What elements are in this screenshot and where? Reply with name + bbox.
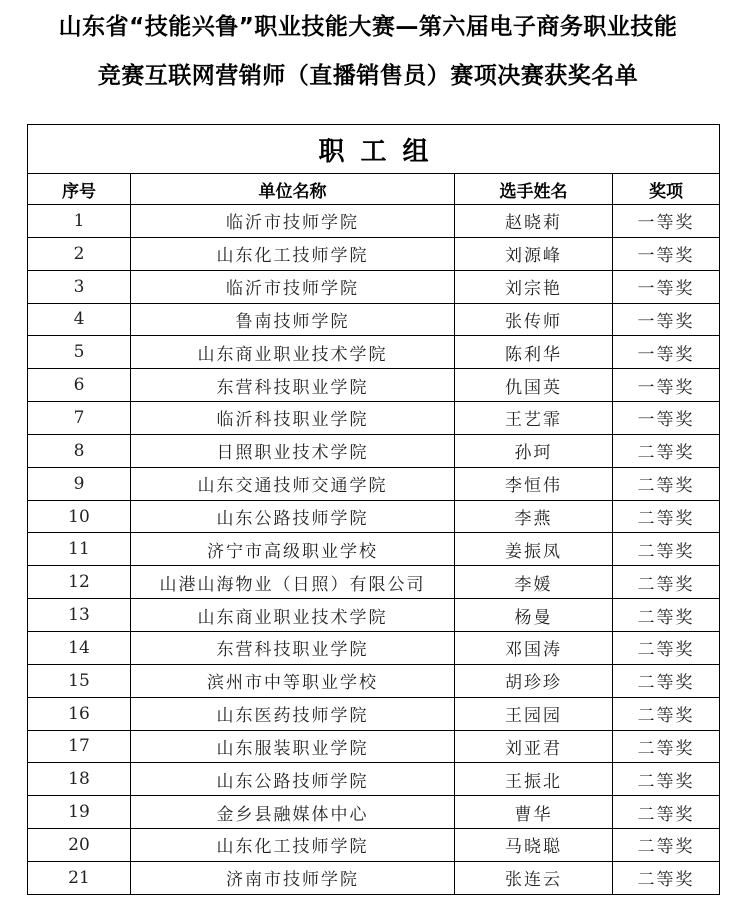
row-index: 6: [28, 369, 131, 402]
award-level: 二等奖: [613, 664, 720, 697]
organization-name: 东营科技职业学院: [131, 369, 455, 402]
table-row: [28, 566, 720, 599]
award-level: 二等奖: [613, 467, 720, 500]
contestant-name: 王园园: [455, 697, 613, 730]
table-row: [28, 336, 720, 369]
row-index: 8: [28, 434, 131, 467]
table-row: [28, 697, 720, 730]
table-row: [28, 205, 720, 238]
table-row: [28, 270, 720, 303]
award-level: 二等奖: [613, 566, 720, 599]
organization-name: 山东公路技师学院: [131, 763, 455, 796]
contestant-name: 刘宗艳: [455, 270, 613, 303]
contestant-name: 张连云: [455, 861, 613, 894]
award-level: 二等奖: [613, 500, 720, 533]
contestant-name: 陈利华: [455, 336, 613, 369]
organization-name: 山东商业职业技术学院: [131, 336, 455, 369]
group-title: [28, 125, 720, 174]
contestant-name: 李燕: [455, 500, 613, 533]
row-index: 4: [28, 303, 131, 336]
contestant-name: 李媛: [455, 566, 613, 599]
contestant-name: 马晓聪: [455, 829, 613, 862]
organization-name: 日照职业技术学院: [131, 434, 455, 467]
row-index: 19: [28, 796, 131, 829]
table-row: [28, 829, 720, 862]
contestant-name: 王艺霏: [455, 402, 613, 435]
contestant-name: 王振北: [455, 763, 613, 796]
row-index: 18: [28, 763, 131, 796]
row-index: 7: [28, 402, 131, 435]
organization-name: 临沂科技职业学院: [131, 402, 455, 435]
header-row: [28, 174, 720, 205]
award-level: 二等奖: [613, 730, 720, 763]
table-row: [28, 631, 720, 664]
organization-name: 山东化工技师学院: [131, 237, 455, 270]
award-level: 二等奖: [613, 533, 720, 566]
award-level: 二等奖: [613, 434, 720, 467]
organization-name: 济宁市高级职业学校: [131, 533, 455, 566]
organization-name: 山东公路技师学院: [131, 500, 455, 533]
row-index: 20: [28, 829, 131, 862]
contestant-name: 李恒伟: [455, 467, 613, 500]
award-level: 二等奖: [613, 829, 720, 862]
table-row: [28, 303, 720, 336]
organization-name: 山东医药技师学院: [131, 697, 455, 730]
contestant-name: 仇国英: [455, 369, 613, 402]
document-title-line-2: 竞赛互联网营销师（直播销售员）赛项决赛获奖名单: [97, 63, 639, 89]
table-row: [28, 763, 720, 796]
award-level: 一等奖: [613, 205, 720, 238]
table-row: [28, 664, 720, 697]
contestant-name: 张传师: [455, 303, 613, 336]
document-title-line-1: 山东省“技能兴鲁”职业技能大赛—第六届电子商务职业技能: [58, 14, 678, 40]
award-level: 一等奖: [613, 270, 720, 303]
contestant-name: 胡珍珍: [455, 664, 613, 697]
group-title-text: 职工组: [318, 136, 445, 167]
contestant-name: 姜振凤: [455, 533, 613, 566]
organization-name: 临沂市技师学院: [131, 270, 455, 303]
table-row: [28, 434, 720, 467]
organization-name: 济南市技师学院: [131, 861, 455, 894]
contestant-name: 孙珂: [455, 434, 613, 467]
row-index: 9: [28, 467, 131, 500]
row-index: 3: [28, 270, 131, 303]
row-index: 5: [28, 336, 131, 369]
header-contestant: 选手姓名: [455, 174, 613, 205]
table-row: [28, 402, 720, 435]
row-index: 11: [28, 533, 131, 566]
award-level: 一等奖: [613, 303, 720, 336]
award-level: 一等奖: [613, 336, 720, 369]
award-table: [27, 124, 720, 895]
header-index: 序号: [28, 174, 131, 205]
organization-name: 东营科技职业学院: [131, 631, 455, 664]
table-row: [28, 467, 720, 500]
contestant-name: 刘源峰: [455, 237, 613, 270]
organization-name: 山东服装职业学院: [131, 730, 455, 763]
row-index: 16: [28, 697, 131, 730]
table-row: [28, 533, 720, 566]
award-level: 一等奖: [613, 237, 720, 270]
group-title-row: [28, 125, 720, 174]
header-organization: 单位名称: [131, 174, 455, 205]
award-level: 二等奖: [613, 796, 720, 829]
award-level: 一等奖: [613, 402, 720, 435]
organization-name: 山东化工技师学院: [131, 829, 455, 862]
organization-name: 滨州市中等职业学校: [131, 664, 455, 697]
table-row: [28, 599, 720, 632]
table-row: [28, 500, 720, 533]
row-index: 13: [28, 599, 131, 632]
row-index: 14: [28, 631, 131, 664]
header-award: 奖项: [613, 174, 720, 205]
award-level: 二等奖: [613, 631, 720, 664]
organization-name: 山东商业职业技术学院: [131, 599, 455, 632]
row-index: 15: [28, 664, 131, 697]
row-index: 12: [28, 566, 131, 599]
award-level: 二等奖: [613, 861, 720, 894]
award-level: 一等奖: [613, 369, 720, 402]
organization-name: 山东交通技师交通学院: [131, 467, 455, 500]
table-row: [28, 861, 720, 894]
row-index: 17: [28, 730, 131, 763]
organization-name: 鲁南技师学院: [131, 303, 455, 336]
contestant-name: 杨曼: [455, 599, 613, 632]
contestant-name: 刘亚君: [455, 730, 613, 763]
table-row: [28, 796, 720, 829]
contestant-name: 曹华: [455, 796, 613, 829]
row-index: 10: [28, 500, 131, 533]
table-row: [28, 237, 720, 270]
row-index: 2: [28, 237, 131, 270]
award-level: 二等奖: [613, 763, 720, 796]
table-row: [28, 730, 720, 763]
row-index: 1: [28, 205, 131, 238]
organization-name: 临沂市技师学院: [131, 205, 455, 238]
organization-name: 金乡县融媒体中心: [131, 796, 455, 829]
row-index: 21: [28, 861, 131, 894]
award-level: 二等奖: [613, 697, 720, 730]
contestant-name: 邓国涛: [455, 631, 613, 664]
contestant-name: 赵晓莉: [455, 205, 613, 238]
table-row: [28, 369, 720, 402]
award-level: 二等奖: [613, 599, 720, 632]
table-body: [28, 205, 720, 895]
organization-name: 山港山海物业（日照）有限公司: [131, 566, 455, 599]
